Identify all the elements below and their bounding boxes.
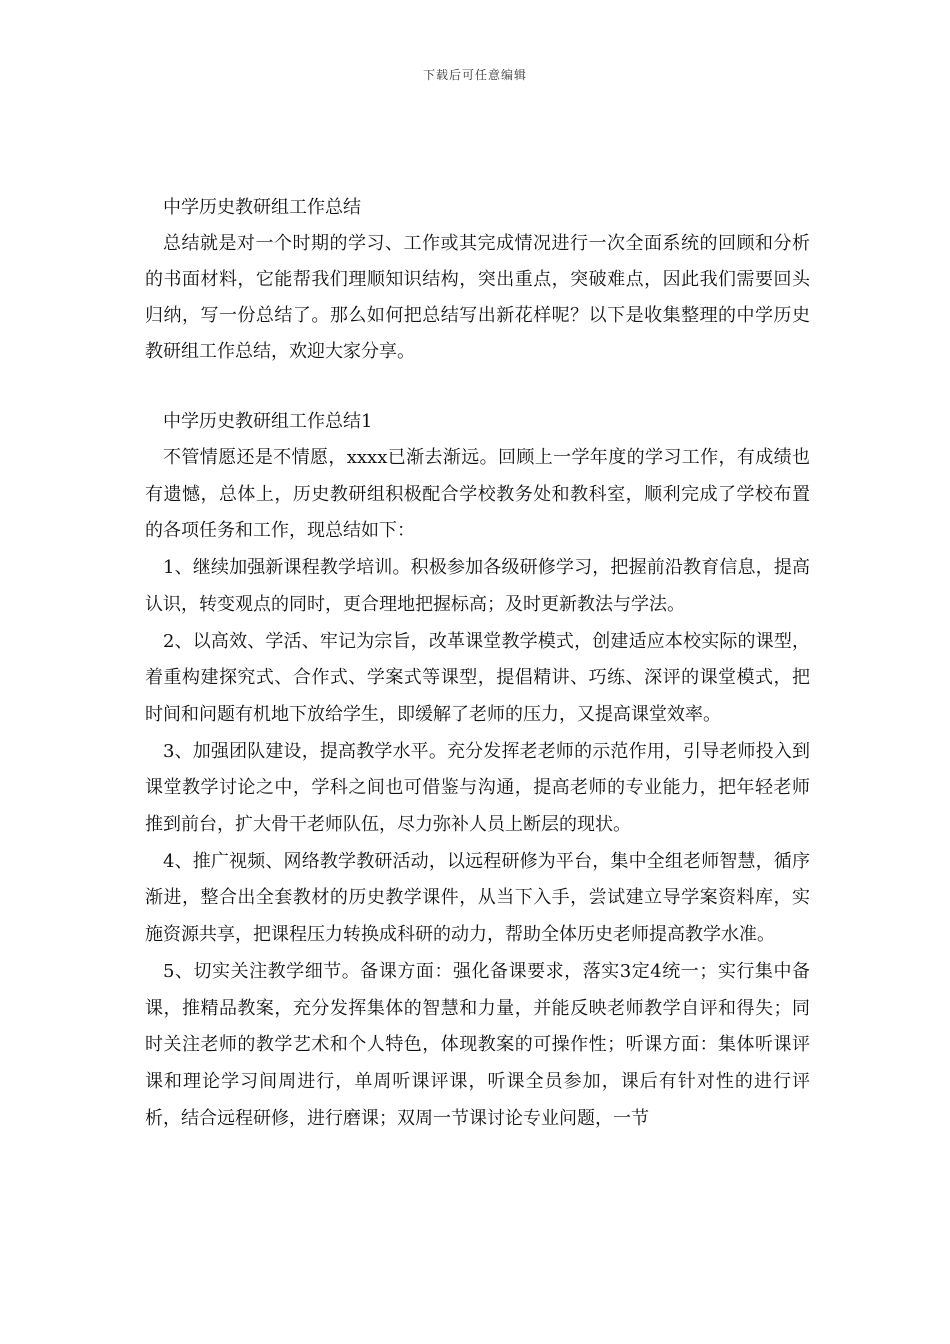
- paragraph-item-5: 5、切实关注教学细节。备课方面：强化备课要求，落实3定4统一；实行集中备课，推精品教案，充分发挥集体的智慧和力量，并能反映老师教学自评和得失；同时关注老师的教学艺术和个人特色，体现教案的可操作性；听课方面：集体听课评课和理论学习间周进行，单周听课评课，听课全员参加，课后有针对性的进行评析，结合远程研修，进行磨课；双周一节课讨论专业问题，一节: [145, 960, 810, 1129]
- document-body: [145, 190, 810, 1137]
- paragraph-item-4: 4、推广视频、网络教学教研活动，以远程研修为平台，集中全组老师智慧，循序渐进，整合出全套教材的历史教学课件，从当下入手，尝试建立导学案资料库，实施资源共享，把课程压力转换成科研的动力，帮助全体历史老师提高教学水准。: [145, 850, 810, 946]
- paragraph-item-2: 2、以高效、学活、牢记为宗旨，改革课堂教学模式，创建适应本校实际的课型，着重构建探究式、合作式、学案式等课型，提倡精讲、巧练、深评的课堂模式，把时间和问题有机地下放给学生，即缓解了老师的压力，又提高课堂效率。: [145, 630, 810, 725]
- paragraph-item-3: 3、加强团队建设，提高教学水平。充分发挥老老师的示范作用，引导老师投入到课堂教学讨论之中，学科之间也可借鉴与沟通，提高老师的专业能力，把年轻老师推到前台，扩大骨干老师队伍，尽力弥补人员上断层的现状。: [145, 740, 810, 836]
- intro-paragraph: 总结就是对一个时期的学习、工作或其完成情况进行一次全面系统的回顾和分析的书面材料，它能帮我们理顺知识结构，突出重点，突破难点，因此我们需要回头归纳，写一份总结了。那么如何把总结写出新花样呢？以下是收集整理的中学历史教研组工作总结，欢迎大家分享。: [145, 233, 810, 362]
- paragraph-opening: 不管情愿还是不情愿，xxxx已渐去渐远。回顾上一学年度的学习工作，有成绩也有遗憾，总体上，历史教研组积极配合学校教务处和教科室，顺利完成了学校布置的各项任务和工作，现总结如下：: [145, 447, 810, 542]
- page-header: 下载后可任意编辑: [422, 68, 527, 82]
- section-title: 中学历史教研组工作总结1: [163, 411, 373, 432]
- paragraph-item-1: 1、继续加强新课程教学培训。积极参加各级研修学习，把握前沿教育信息，提高认识，转变观点的同时，更合理地把握标高；及时更新教法与学法。: [145, 557, 810, 615]
- document-title: 中学历史教研组工作总结: [163, 197, 361, 218]
